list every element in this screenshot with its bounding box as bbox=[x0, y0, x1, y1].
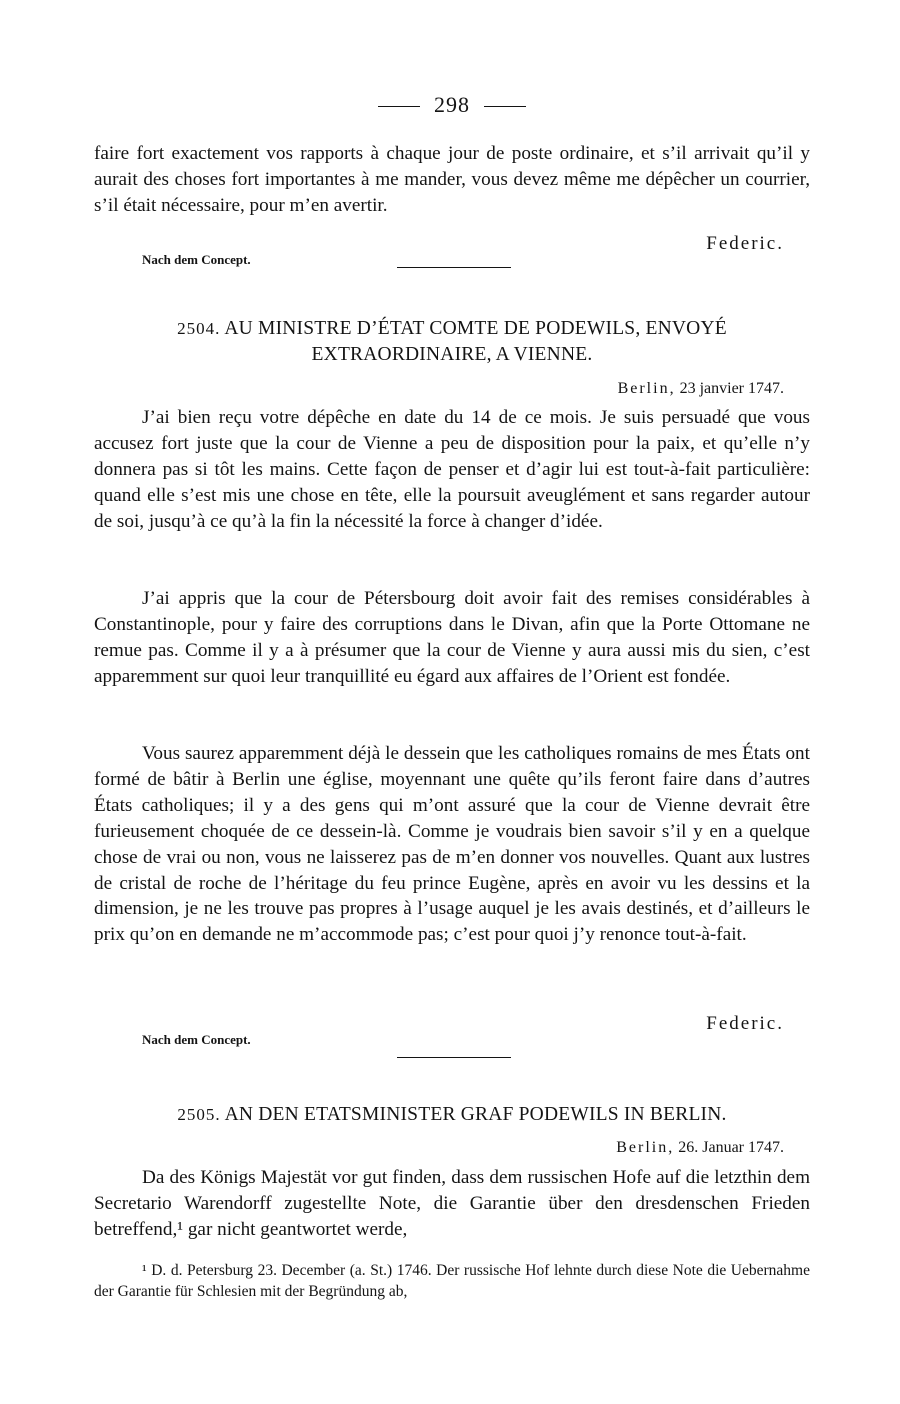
document-page bbox=[94, 0, 810, 1404]
letter-2504-paragraph-3: Vous saurez apparemment déjà le dessein que les catholiques romains de mes États ont formé de bâtir à Berlin une église, moyennant une quête qu’ils feront faire dans d’autres États catholiques; il y a des gens qui m’ont assuré que la cour de Vienne devrait être furieusement choquée de ce dessein-là. Comme je voudrais bien savoir s’il y en a quelque chose de vrai ou non, vous ne laisserez pas de m’en donner vos nouvelles. Quant aux lustres de cristal de roche de l’héritage du feu prince Eugène, après en avoir vu les dessins et la dimension, je ne les trouve pas propres à l’usage auquel je les avais destinés, et d’ailleurs le prix qu’on en demande ne m’accommode pas; c’est pour quoi j’y renonce tout-à-fait. bbox=[94, 743, 810, 946]
letter-2505-heading bbox=[94, 1102, 810, 1128]
continuation-source-note: Nach dem Concept. bbox=[142, 252, 251, 267]
letter-2504-number: 2504. bbox=[177, 319, 221, 338]
header-dash-left bbox=[378, 106, 420, 107]
section-divider bbox=[397, 267, 511, 268]
letter-2505-place: Berlin, bbox=[616, 1139, 675, 1156]
section-divider bbox=[397, 1057, 511, 1058]
letter-2505-date: 26. Januar 1747. bbox=[678, 1139, 784, 1156]
letter-2504-paragraph-2: J’ai appris que la cour de Pétersbourg doit avoir fait des remises considérables à Constantinople, pour y faire des corruptions dans le Divan, afin que la Porte Ottomane ne remue pas. Comme il y a à présumer que la cour de Vienne y aura aussi mis du sien, c’est apparemment sur quoi leur tranquillité eu égard aux affaires de l’Orient est fondée. bbox=[94, 588, 810, 687]
letter-2504-heading bbox=[94, 316, 810, 368]
letter-2505-title: AN DEN ETATSMINISTER GRAF PODEWILS IN BERLIN. bbox=[224, 1104, 727, 1125]
letter-2504-source-note: Nach dem Concept. bbox=[142, 1032, 251, 1047]
letter-2504-signature: Federic. bbox=[706, 1013, 784, 1034]
letter-2504-paragraph-1: J’ai bien reçu votre dépêche en date du 14 de ce mois. Je suis persuadé que vous accusez fort juste que la cour de Vienne a peu de disposition pour la paix, et qu’elle n’y donnera pas si tôt les mains. Cette façon de penser et d’agir lui est tout-à-fait particulière: quand elle s’est mis une chose en tête, elle la poursuit aveuglément et sans regarder autour de soi, jusqu’à ce qu’à la fin la nécessité la force à changer d’idée. bbox=[94, 407, 810, 532]
letter-2505-dateline bbox=[616, 1139, 784, 1157]
page-number: 298 bbox=[434, 92, 470, 117]
letter-2504-place: Berlin, bbox=[617, 380, 676, 397]
letter-2504-title: AU MINISTRE D’ÉTAT COMTE DE PODEWILS, ENVOYÉ EXTRAORDINAIRE, A VIENNE. bbox=[224, 318, 727, 365]
page-header bbox=[94, 92, 810, 118]
footnote: ¹ D. d. Petersburg 23. December (a. St.) 1746. Der russische Hof lehnte durch diese Note die Uebernahme der Garantie für Schlesien mit der Begründung ab, bbox=[94, 1262, 810, 1300]
header-dash-right bbox=[484, 106, 526, 107]
letter-2505-number: 2505. bbox=[177, 1105, 221, 1124]
letter-2504-dateline bbox=[618, 380, 784, 398]
continuation-signature: Federic. bbox=[706, 233, 784, 254]
continuation-paragraph: faire fort exactement vos rapports à chaque jour de poste ordinaire, et s’il arrivait qu’il y aurait des choses fort importantes à me mander, vous devez même me dépêcher un courrier, s’il était nécessaire, pour m’en avertir. bbox=[94, 143, 810, 216]
letter-2504-date: 23 janvier 1747. bbox=[679, 380, 784, 397]
letter-2505-paragraph: Da des Königs Majestät vor gut finden, dass dem russischen Hofe auf die letzthin dem Secretario Warendorff zugestellte Note, die Garantie über den dresdenschen Frieden betreffend,¹ gar nicht geantwortet werde, bbox=[94, 1167, 810, 1240]
